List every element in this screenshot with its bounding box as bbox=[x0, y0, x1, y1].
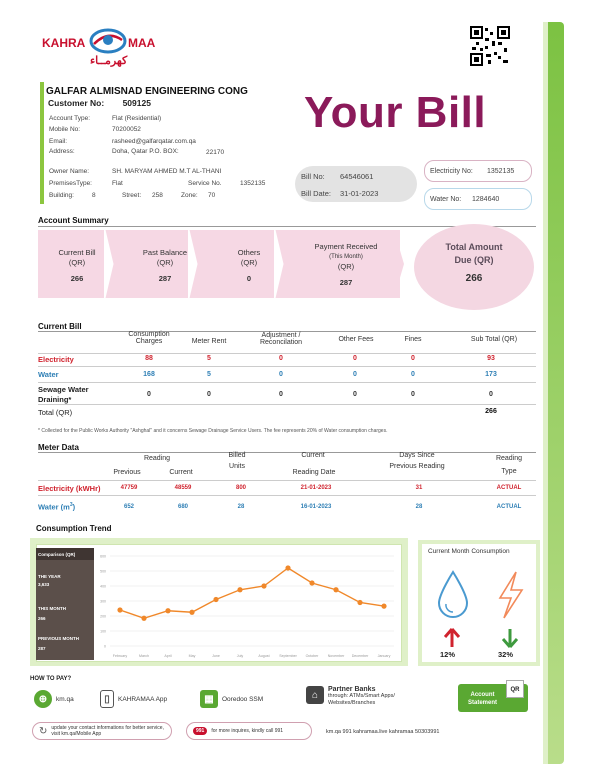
total-qr-value: 266 bbox=[485, 408, 497, 415]
meter-h-units: Units bbox=[229, 463, 245, 470]
summary-payment-period: (This Month) bbox=[329, 254, 363, 260]
electricity-no-label: Electricity No: bbox=[430, 168, 473, 175]
trend-point bbox=[381, 604, 386, 609]
sewage-meter-rent: 0 bbox=[207, 391, 211, 398]
logo-text-left: KAHRA bbox=[42, 36, 86, 50]
y-tick-label: 200 bbox=[100, 614, 106, 619]
address-label: Address: bbox=[49, 148, 75, 155]
pay-partner-banks[interactable] bbox=[306, 686, 398, 707]
x-tick-label: May bbox=[188, 654, 196, 658]
meter-water-current: 680 bbox=[177, 504, 188, 510]
col-subtotal: Sub Total (QR) bbox=[470, 336, 518, 343]
summary-current-unit: (QR) bbox=[68, 258, 86, 267]
electricity-bolt-icon bbox=[496, 570, 526, 620]
summary-past-label: Past Balance bbox=[142, 248, 188, 257]
update-contact-text: update your contact informations for better service, visit km.qa/Mobile App bbox=[51, 725, 164, 737]
total-amount-due bbox=[414, 224, 534, 310]
total-due-label: Total Amount bbox=[445, 242, 503, 252]
comparison-prev-label: PREVIOUS MONTH bbox=[38, 636, 80, 641]
sewage-adjustment: 0 bbox=[279, 391, 283, 398]
partner-banks-title: Partner Banks bbox=[328, 686, 376, 693]
pay-ooredoo-label: Ooredoo SSM bbox=[222, 695, 264, 703]
y-tick-label: 0 bbox=[104, 644, 106, 649]
x-tick-label: March bbox=[139, 654, 149, 658]
summary-past-value: 287 bbox=[158, 274, 172, 283]
street-value: 258 bbox=[152, 192, 163, 199]
comparison-month-label: THIS MONTH bbox=[38, 606, 66, 611]
summary-others-unit: (QR) bbox=[240, 258, 258, 267]
row-divider-2 bbox=[38, 366, 536, 367]
sewage-footnote: * Collected for the Public Works Authority "Ashghal" and it concerns Sewage Drainage Service Users. The fee represents 20% of Water consumption charges. bbox=[38, 428, 388, 434]
meter-h-reading: Reading bbox=[143, 455, 171, 462]
meter-water-type: ACTUAL bbox=[496, 504, 522, 510]
total-qr-label: Total (QR) bbox=[38, 408, 73, 417]
trend-point bbox=[213, 597, 218, 602]
side-accent-bar bbox=[548, 22, 564, 764]
meter-water-label: Water $(m^3)$ bbox=[38, 502, 76, 512]
summary-current-value: 266 bbox=[70, 274, 84, 283]
meter-water-label-text: Water (m bbox=[38, 502, 70, 512]
trend-line-chart bbox=[96, 548, 400, 660]
summary-chevron-3 bbox=[274, 230, 288, 298]
summary-payment-label: Payment Received bbox=[314, 242, 378, 251]
cmc-title: Current Month Consumption bbox=[428, 548, 510, 555]
summary-others-value: 0 bbox=[246, 274, 252, 283]
trend-point bbox=[261, 583, 266, 588]
row-water-label: Water bbox=[38, 370, 59, 379]
meter-h-reading-date: Reading Date bbox=[292, 469, 336, 476]
x-tick-label: April bbox=[164, 654, 172, 658]
service-label: Service No. bbox=[188, 180, 222, 187]
sewage-other-fees: 0 bbox=[353, 391, 357, 398]
how-to-pay-title: HOW TO PAY? bbox=[30, 676, 72, 682]
meter-elec-previous: 47759 bbox=[120, 485, 138, 491]
trend-point bbox=[309, 580, 314, 585]
arrow-up-icon bbox=[444, 628, 460, 648]
trend-point bbox=[141, 616, 146, 621]
meter-h-current: Current bbox=[169, 469, 193, 476]
trend-point bbox=[165, 608, 170, 613]
company-name: GALFAR ALMISNAD ENGINEERING CONG bbox=[46, 86, 248, 97]
meter-h-billed: Billed bbox=[228, 452, 246, 459]
y-tick-label: 500 bbox=[100, 569, 106, 574]
trend-point bbox=[285, 565, 290, 570]
meter-elec-current: 48559 bbox=[174, 485, 192, 491]
customer-accent-line bbox=[40, 82, 44, 204]
arrow-down-icon bbox=[502, 628, 518, 648]
x-tick-label: December bbox=[351, 654, 369, 658]
meter-row-divider-1 bbox=[38, 480, 536, 481]
account-statement-button[interactable] bbox=[458, 684, 528, 712]
mobile-value: 70200052 bbox=[112, 126, 141, 133]
logo-emblem-icon bbox=[88, 26, 128, 56]
water-change-pct: 12% bbox=[440, 650, 456, 659]
sewage-subtotal: 0 bbox=[489, 391, 493, 398]
water-consumption: 168 bbox=[143, 371, 155, 378]
bill-date-value: 31-01-2023 bbox=[340, 189, 379, 198]
meter-water-days: 28 bbox=[415, 504, 423, 510]
account-summary-band bbox=[38, 230, 400, 298]
meter-h-days-since: Days Since bbox=[399, 452, 435, 459]
x-tick-label: October bbox=[305, 654, 319, 658]
your-bill-title: Your Bill bbox=[304, 88, 487, 137]
elec-other-fees: 0 bbox=[353, 355, 357, 362]
pay-kahramaa-app[interactable] bbox=[100, 690, 167, 708]
kahramaa-logo bbox=[42, 26, 172, 70]
summary-payment bbox=[296, 242, 396, 288]
x-tick-label: August bbox=[258, 654, 270, 658]
x-tick-label: November bbox=[327, 654, 345, 658]
pay-kmqa-label: km.qa bbox=[56, 695, 74, 703]
row-sewage-label: Sewage Water Draining* bbox=[38, 385, 89, 404]
row-divider-3 bbox=[38, 382, 536, 383]
refresh-icon: ↻ bbox=[39, 725, 48, 737]
current-month-consumption-box bbox=[418, 540, 540, 666]
summary-past-unit: (QR) bbox=[156, 258, 174, 267]
elec-subtotal: 93 bbox=[487, 355, 495, 362]
partner-banks-sub: through: ATMs/Smart Apps/ Websites/Branches bbox=[328, 693, 395, 706]
globe-cursor-icon: ⊕ bbox=[34, 690, 52, 708]
comparison-month-value: 266 bbox=[38, 616, 46, 621]
building-label: Building: bbox=[49, 192, 74, 199]
meter-data-divider bbox=[38, 452, 536, 453]
total-due-unit: Due (QR) bbox=[454, 255, 494, 265]
email-label: Email: bbox=[49, 138, 68, 145]
update-contact-banner[interactable] bbox=[32, 722, 172, 740]
comparison-year-value: 3,633 bbox=[38, 582, 50, 587]
trend-point bbox=[117, 607, 122, 612]
summary-chevron-2 bbox=[188, 230, 202, 298]
meter-h-reading-type-2: Type bbox=[501, 468, 517, 475]
row-electricity-label: Electricity bbox=[38, 355, 74, 364]
zone-label: Zone: bbox=[181, 192, 198, 199]
water-other-fees: 0 bbox=[353, 371, 357, 378]
bank-icon: ⌂ bbox=[306, 686, 324, 704]
pobox-value: 22170 bbox=[206, 149, 225, 156]
meter-elec-type: ACTUAL bbox=[496, 485, 522, 491]
bill-date-label: Bill Date: bbox=[301, 189, 332, 198]
premises-label: PremisesType: bbox=[49, 180, 92, 187]
comparison-year-label: THE YEAR bbox=[38, 574, 61, 579]
comparison-panel bbox=[36, 548, 94, 660]
y-tick-label: 400 bbox=[100, 584, 106, 589]
elec-consumption: 88 bbox=[145, 355, 153, 362]
account-type-value: Flat (Residential) bbox=[112, 115, 162, 122]
water-no-label: Water No: bbox=[430, 196, 462, 203]
total-due-value: 266 bbox=[465, 273, 483, 284]
account-summary-title: Account Summary bbox=[38, 216, 109, 225]
call-badge: 991 bbox=[193, 727, 207, 735]
meter-h-reading-type-1: Reading bbox=[495, 455, 523, 462]
electricity-no-value: 1352135 bbox=[487, 168, 515, 175]
account-type-label: Account Type: bbox=[49, 115, 91, 122]
elec-adjustment: 0 bbox=[279, 355, 283, 362]
col-meter-rent: Meter Rent bbox=[191, 338, 227, 345]
trend-point bbox=[237, 587, 242, 592]
water-drop-icon bbox=[436, 570, 470, 620]
row-divider-4 bbox=[38, 404, 536, 405]
water-subtotal: 173 bbox=[485, 371, 497, 378]
trend-point bbox=[357, 600, 362, 605]
water-meter-rent: 5 bbox=[207, 371, 211, 378]
meter-elec-date: 21-01-2023 bbox=[300, 485, 332, 491]
meter-water-previous: 652 bbox=[123, 504, 134, 510]
y-tick-label: 100 bbox=[100, 629, 106, 634]
col-fines: Fines bbox=[404, 336, 422, 343]
meter-elec-units: 800 bbox=[235, 485, 246, 491]
elec-fines: 0 bbox=[411, 355, 415, 362]
meter-water-sup: 3 bbox=[69, 502, 73, 508]
meter-data-title: Meter Data bbox=[38, 443, 79, 452]
statement-qr-icon: QR bbox=[506, 680, 524, 698]
street-label: Street: bbox=[122, 192, 142, 199]
customer-number bbox=[48, 98, 151, 108]
trend-point bbox=[333, 587, 338, 592]
bill-no-value: 64546061 bbox=[340, 172, 374, 181]
summary-payment-unit: (QR) bbox=[337, 262, 355, 271]
water-no-value: 1284640 bbox=[472, 196, 500, 203]
premises-value: Flat bbox=[112, 180, 123, 187]
x-tick-label: September bbox=[279, 654, 297, 658]
x-tick-label: June bbox=[212, 654, 220, 658]
consumption-trend-title: Consumption Trend bbox=[36, 524, 112, 533]
summary-others-label: Others bbox=[237, 248, 261, 257]
call-banner[interactable] bbox=[186, 722, 312, 740]
logo-text-right: MAA bbox=[128, 36, 156, 50]
meter-water-units: 28 bbox=[237, 504, 245, 510]
zone-value: 70 bbox=[208, 192, 216, 199]
meter-row-divider-2 bbox=[38, 495, 536, 496]
bill-no-label: Bill No: bbox=[301, 172, 325, 181]
col-consumption: Consumption Charges bbox=[128, 331, 170, 345]
service-value: 1352135 bbox=[240, 180, 266, 187]
qr-code-icon bbox=[470, 26, 510, 66]
x-tick-label: July bbox=[236, 654, 244, 658]
trend-point bbox=[189, 610, 194, 615]
x-tick-label: February bbox=[112, 654, 128, 658]
comparison-header: Comparison (QR) bbox=[38, 552, 76, 557]
customer-number-label: Customer No: bbox=[48, 98, 105, 108]
owner-name-label: Owner Name: bbox=[49, 168, 90, 175]
comparison-prev-value: 287 bbox=[38, 646, 46, 651]
col-adjustment: Adjustment / Reconcilation bbox=[259, 332, 303, 346]
statement-label-2: Statement bbox=[468, 700, 498, 706]
water-adjustment: 0 bbox=[279, 371, 283, 378]
owner-name-value: SH. MARYAM AHMED M.T AL-THANI bbox=[112, 168, 222, 175]
meter-water-date: 16-01-2023 bbox=[300, 504, 332, 510]
logo-arabic: كهرمــاء bbox=[90, 55, 128, 67]
current-bill-title: Current Bill bbox=[38, 322, 82, 331]
meter-elec-days: 31 bbox=[415, 485, 423, 491]
electricity-change-pct: 32% bbox=[498, 650, 514, 659]
elec-meter-rent: 5 bbox=[207, 355, 211, 362]
col-other-fees: Other Fees bbox=[338, 336, 374, 343]
address-value: Doha, Qatar P.O. BOX: bbox=[112, 148, 179, 155]
row-divider-1 bbox=[38, 353, 536, 354]
meter-h-current-date: Current bbox=[301, 452, 325, 459]
footer-links[interactable]: km.qa 991 kahramaa.live kahramaa 50303991 bbox=[326, 729, 440, 735]
sewage-fines: 0 bbox=[411, 391, 415, 398]
sewage-consumption: 0 bbox=[147, 391, 151, 398]
y-tick-label: 300 bbox=[100, 599, 106, 604]
email-value: rasheed@galfarqatar.com.qa bbox=[112, 138, 196, 145]
pay-ooredoo-ssm[interactable] bbox=[200, 690, 263, 708]
summary-payment-value: 287 bbox=[339, 278, 353, 287]
pay-kmqa[interactable] bbox=[34, 690, 74, 708]
building-value: 8 bbox=[92, 192, 96, 199]
calculator-icon: ▦ bbox=[200, 690, 218, 708]
meter-h-previous-reading: Previous Reading bbox=[389, 463, 445, 470]
water-fines: 0 bbox=[411, 371, 415, 378]
trend-series-line bbox=[120, 568, 384, 618]
meter-electricity-label: Electricity (kWHr) bbox=[38, 484, 101, 493]
mobile-label: Mobile No: bbox=[49, 126, 81, 133]
mobile-phone-icon: ▯ bbox=[100, 690, 114, 708]
pay-app-label: KAHRAMAA App bbox=[118, 695, 168, 703]
summary-current-label: Current Bill bbox=[58, 248, 96, 257]
call-text: for more inquires, kindly call 991 bbox=[211, 728, 284, 734]
summary-chevron-1 bbox=[104, 230, 118, 298]
x-tick-label: January bbox=[377, 654, 391, 658]
customer-number-value: 509125 bbox=[122, 98, 151, 108]
summary-chevron-4 bbox=[394, 230, 408, 298]
y-tick-label: 600 bbox=[100, 554, 106, 559]
meter-h-previous: Previous bbox=[113, 469, 141, 476]
statement-label-1: Account bbox=[470, 692, 495, 698]
